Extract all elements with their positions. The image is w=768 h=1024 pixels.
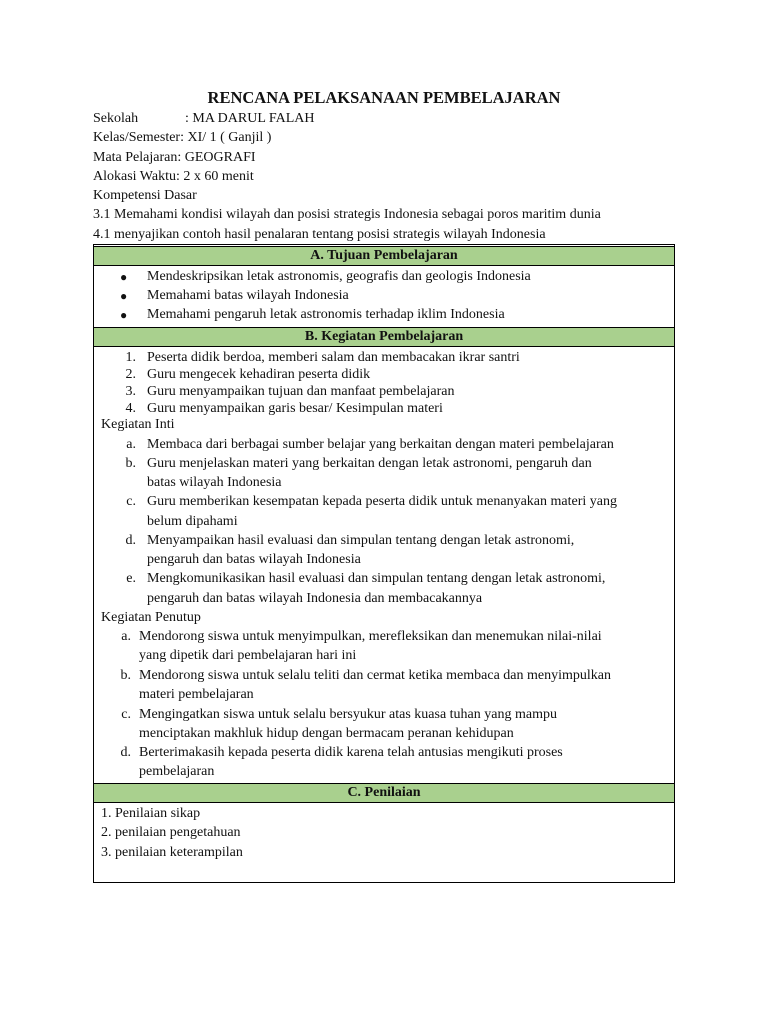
list-letter: d. [120,745,131,760]
list-item-text: Memahami batas wilayah Indonesia [147,288,349,303]
list-item-text: batas wilayah Indonesia [147,475,282,490]
school-line [93,109,683,128]
list-number: 3. [125,384,136,399]
class-line: Kelas/Semester: XI/ 1 ( Ganjil ) [93,130,272,146]
list-item-text: yang dipetik dari pembelajaran hari ini [139,648,357,663]
section-b-heading: B. Kegiatan Pembelajaran [94,327,674,347]
assessment-item: 1. Penilaian sikap [101,806,201,821]
list-item-text: Berterimakasih kepada peserta didik karena telah antusias mengikuti proses [139,745,563,760]
assessment-item: 2. penilaian pengetahuan [101,825,241,840]
list-item-text: Mengkomunikasikan hasil evaluasi dan simpulan tentang dengan letak astronomi, [147,571,606,586]
list-number: 4. [125,401,136,416]
school-value: : MA DARUL FALAH [185,111,315,126]
kd-heading: Kompetensi Dasar [93,188,197,204]
list-item-text: materi pembelajaran [139,687,254,702]
assessment-item: 3. penilaian keterampilan [101,845,243,860]
kd-item: 4.1 menyajikan contoh hasil penalaran tentang posisi strategis wilayah Indonesia [93,226,546,242]
list-letter: a. [121,629,131,644]
list-letter: c. [126,494,136,509]
subject-line: Mata Pelajaran: GEOGRAFI [93,149,256,165]
bullet-icon: ● [120,270,128,284]
list-item-text: menciptakan makhluk hidup dengan bermacam peranan kehidupan [139,726,514,741]
list-letter: a. [126,437,136,452]
list-item-text: pembelajaran [139,764,215,779]
bullet-icon: ● [120,308,128,322]
list-item-text: pengaruh dan batas wilayah Indonesia [147,552,361,567]
list-letter: b. [125,456,136,471]
list-number: 2. [125,367,136,382]
list-letter: c. [121,707,131,722]
inti-label: Kegiatan Inti [101,417,175,432]
list-letter: b. [120,668,131,683]
list-item-text: Guru mengecek kehadiran peserta didik [147,367,371,382]
list-number: 1. [125,350,136,365]
list-item-text: Guru menyampaikan garis besar/ Kesimpulan materi [147,401,443,416]
list-item-text: Mendeskripsikan letak astronomis, geografis dan geologis Indonesia [147,269,531,284]
document-title: RENCANA PELAKSANAAN PEMBELAJARAN [207,88,561,107]
list-item-text: Peserta didik berdoa, memberi salam dan membacakan ikrar santri [147,350,520,365]
list-item-text: Mendorong siswa untuk selalu teliti dan cermat ketika membaca dan menyimpulkan [139,668,611,683]
section-a-heading: A. Tujuan Pembelajaran [94,246,674,266]
list-letter: e. [126,571,136,586]
list-item-text: Mendorong siswa untuk menyimpulkan, merefleksikan dan menemukan nilai-nilai [139,629,602,644]
list-letter: d. [125,533,136,548]
list-item-text: Memahami pengaruh letak astronomis terhadap iklim Indonesia [147,307,505,322]
list-item-text: Mengingatkan siswa untuk selalu bersyukur atas kuasa tuhan yang mampu [139,707,557,722]
list-item-text: Menyampaikan hasil evaluasi dan simpulan tentang dengan letak astronomi, [147,533,575,548]
list-item-text: Guru menyampaikan tujuan dan manfaat pembelajaran [147,384,455,399]
school-label: Sekolah [93,111,139,126]
list-item-text: Guru menjelaskan materi yang berkaitan dengan letak astronomi, pengaruh dan [147,456,592,471]
kd-item: 3.1 Memahami kondisi wilayah dan posisi strategis Indonesia sebagai poros maritim dunia [93,207,601,223]
document-meta [93,109,683,244]
list-item-text: Guru memberikan kesempatan kepada peserta didik untuk menanyakan materi yang [147,494,617,509]
list-item-text: Membaca dari berbagai sumber belajar yang berkaitan dengan materi pembelajaran [147,437,614,452]
list-item-text: pengaruh dan batas wilayah Indonesia dan membacakannya [147,591,483,606]
list-item-text: belum dipahami [147,514,238,529]
section-c-heading: C. Penilaian [94,783,674,803]
penutup-label: Kegiatan Penutup [101,610,201,625]
bullet-icon: ● [120,289,128,303]
rpp-table [93,244,675,883]
time-line: Alokasi Waktu: 2 x 60 menit [93,168,254,184]
